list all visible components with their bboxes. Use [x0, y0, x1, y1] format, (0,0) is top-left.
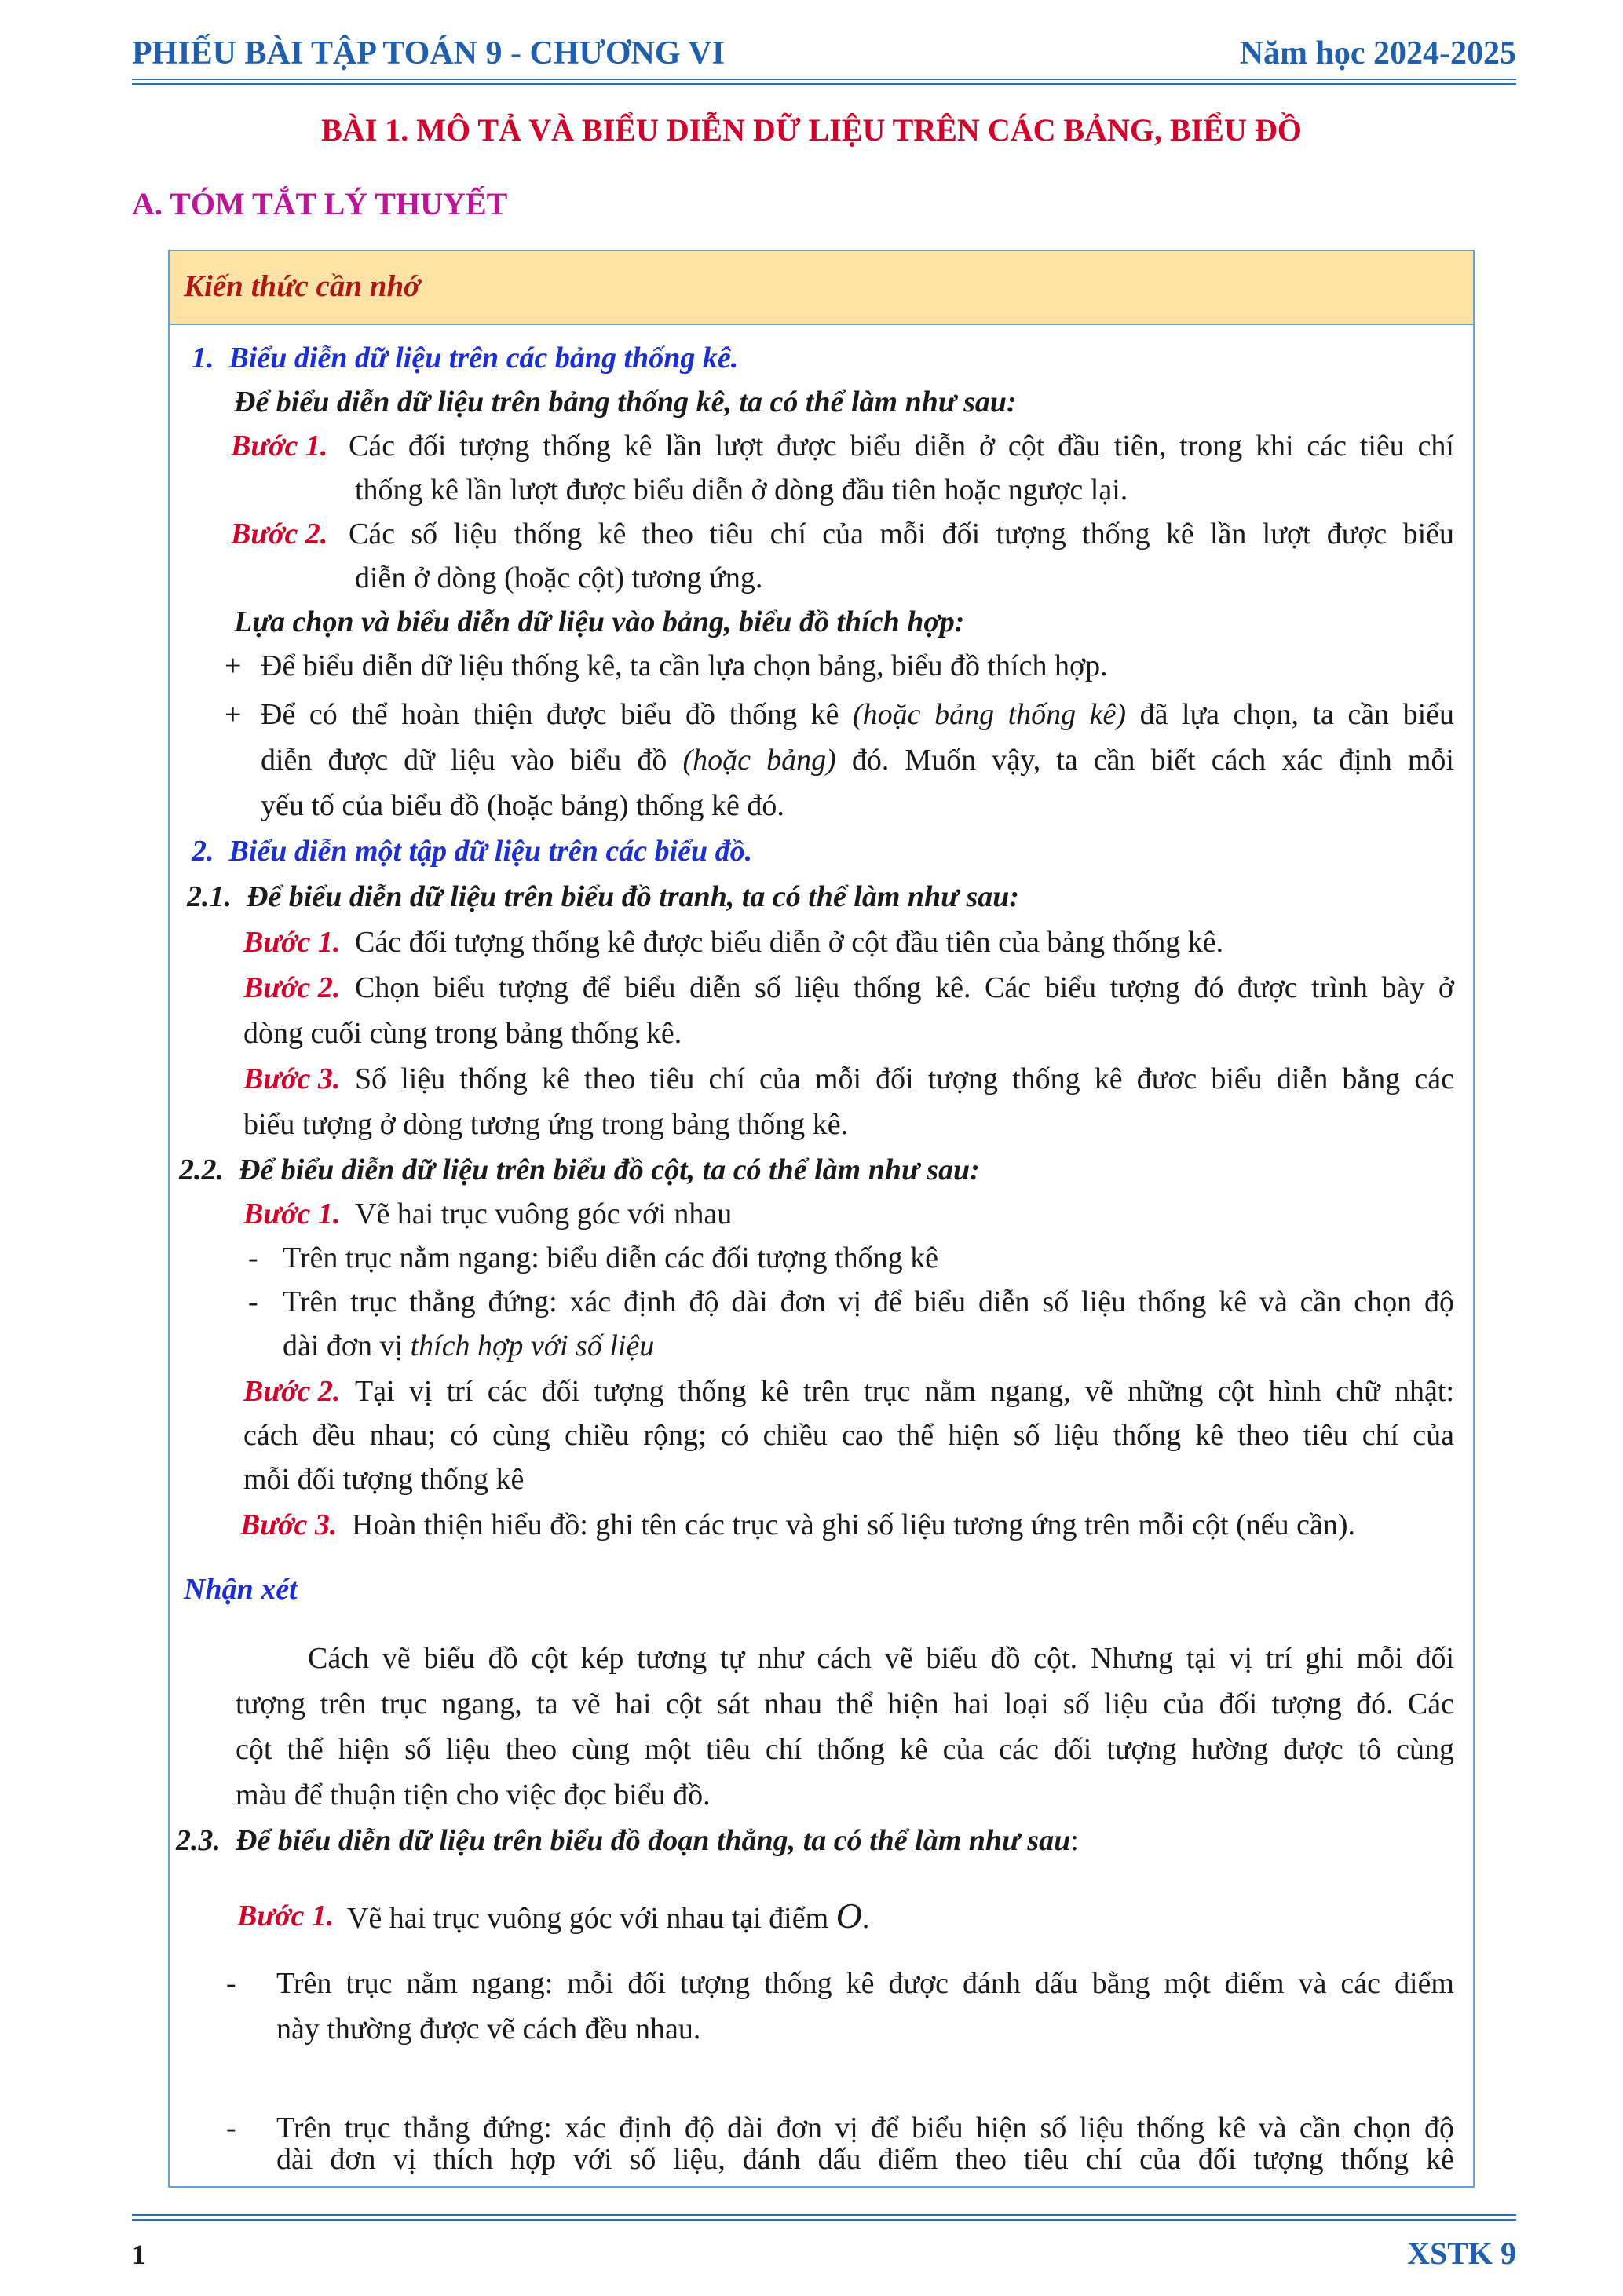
knowledge-box-title: Kiến thức cần nhớ [184, 269, 421, 303]
s22-step2-line1: Tại vị trí các đối tượng thống kê trên trục nằm ngang, vẽ những cột hình chữ nhật: [355, 1375, 1454, 1408]
s21-step3-line2: biểu tượng ở dòng tương ứng trong bảng thống kê. [243, 1108, 849, 1141]
s22-dash-line1: Trên trục nằm ngang: biểu diễn các đối tượng thống kê [283, 1241, 938, 1274]
plus-line-2e: (hoặc bảng) [682, 744, 836, 777]
plus-line-2d: diễn được dữ liệu vào biểu đồ [261, 744, 683, 777]
plus-line-2a: Để có thể hoàn thiện được biểu đồ thống kê [261, 698, 854, 731]
s1-step2-label: Bước 2. [231, 517, 328, 550]
section-1-intro: Để biểu diễn dữ liệu trên bảng thống kê, ta có thể làm như sau: [234, 386, 1017, 419]
s1-step1-label: Bước 1. [231, 430, 328, 462]
s21-step1-text: Các đối tượng thống kê được biểu diễn ở cột đầu tiên của bảng thống kê. [355, 926, 1224, 959]
s22-step2-label: Bước 2. [243, 1375, 341, 1408]
s23-step1-end: . [861, 1902, 870, 1935]
s21-step2-line2: dòng cuối cùng trong bảng thống kê. [243, 1017, 682, 1050]
s23-step1-text [347, 1894, 869, 1940]
s1-step1-line1: Các đối tượng thống kê lần lượt được biểu diễn ở cột đầu tiên, trong khi các tiêu chí [349, 430, 1454, 462]
knowledge-box [168, 250, 1475, 2188]
s23-heading-colon: : [1070, 1824, 1079, 1857]
footer-label: XSTK 9 [1407, 2236, 1516, 2271]
subsection-2-3-heading [176, 1819, 1079, 1863]
remark-line4: màu để thuận tiện cho việc đọc biểu đồ. [236, 1779, 711, 1812]
remark-line2: tượng trên trục ngang, ta vẽ hai cột sát nhau thể hiện hai loại số liệu của đối tượng đó. Các [236, 1687, 1454, 1720]
s22-step1-label: Bước 1. [243, 1197, 341, 1230]
header-rule [132, 79, 1516, 85]
subsection-2-1-heading: 2.1. Để biểu diễn dữ liệu trên biểu đồ tranh, ta có thể làm như sau: [187, 880, 1020, 913]
s1-step2-line1: Các số liệu thống kê theo tiêu chí của mỗi đối tượng thống kê lần lượt được biểu [349, 517, 1454, 550]
remark-title: Nhận xét [184, 1573, 298, 1606]
plus-line-2-end: yếu tố của biểu đồ (hoặc bảng) thống kê đó. [261, 789, 784, 822]
s23-dash-b-line1: Trên trục thẳng đứng: xác định độ dài đơn vị để biểu hiện số liệu thống kê và cần chọn độ [276, 2111, 1454, 2144]
s22-dash-line2c: thích hợp với số liệu [410, 1329, 655, 1362]
s21-step2-line1: Chọn biểu tượng để biểu diễn số liệu thống kê. Các biểu tượng đó được trình bày ở [355, 971, 1454, 1004]
plus-line-2-cont [261, 738, 1454, 782]
plus-bullet-2: + [225, 698, 242, 731]
section-1-heading: 1. Biểu diễn dữ liệu trên các bảng thống kê. [192, 342, 739, 375]
section-2-heading: 2. Biểu diễn một tập dữ liệu trên các biểu đồ. [192, 835, 753, 868]
s23-dash-a-line2: này thường được vẽ cách đều nhau. [276, 2013, 701, 2046]
s23-step1-main: Vẽ hai trục vuông góc với nhau tại điểm [347, 1902, 836, 1935]
plus-line-2 [261, 693, 1454, 737]
s22-step3-label: Bước 3. [240, 1508, 338, 1541]
s22-step3-text: Hoàn thiện hiểu đồ: ghi tên các trục và ghi số liệu tương ứng trên mỗi cột (nếu cần). [352, 1508, 1355, 1541]
dash-2: - [248, 1285, 258, 1318]
plus-bullet-1: + [225, 649, 242, 682]
s21-step3-line1: Số liệu thống kê theo tiêu chí của mỗi đối tượng thống kê đươc biểu diễn bằng các [355, 1062, 1454, 1095]
dash-3: - [226, 1967, 236, 2000]
plus-line-2f: đó. Muốn vậy, ta cần biết cách xác định mỗi [835, 744, 1454, 777]
plus-line-2c: đã lựa chọn, ta cần biểu [1126, 698, 1454, 731]
plus-line-2b: (hoặc bảng thống kê) [853, 698, 1127, 731]
s1-step1-line2: thống kê lần lượt được biểu diễn ở dòng đầu tiên hoặc ngược lại. [355, 473, 1128, 506]
s21-step1-label: Bước 1. [243, 926, 341, 959]
s23-step1-label: Bước 1. [237, 1899, 334, 1932]
s22-dash-line2-cont [283, 1324, 654, 1368]
s22-step2-line2: cách đều nhau; có cùng chiều rộng; có chiều cao thể hiện số liệu thống kê theo tiêu chí của [243, 1419, 1454, 1452]
s21-step3-label: Bước 3. [243, 1062, 341, 1095]
s22-dash-line2b: dài đơn vị [283, 1329, 411, 1362]
section-title: A. TÓM TẮT LÝ THUYẾT [132, 186, 508, 221]
s1-step2-line2: diễn ở dòng (hoặc cột) tương ứng. [355, 561, 763, 594]
s22-dash-line2: Trên trục thẳng đứng: xác định độ dài đơn vị để biểu diễn số liệu thống kê và cần chọn độ [283, 1285, 1454, 1318]
point-o: O [835, 1896, 862, 1936]
s23-heading-text: 2.3. Để biểu diễn dữ liệu trên biểu đồ đoạn thẳng, ta có thể làm như sau [176, 1824, 1071, 1857]
remark-line3: cột thể hiện số liệu theo cùng một tiêu chí thống kê của các đối tượng hường được tô cùng [236, 1733, 1454, 1766]
page-header [132, 35, 1516, 82]
s21-step2-label: Bước 2. [243, 971, 341, 1004]
dash-4: - [226, 2111, 236, 2144]
subsection-2-2-heading: 2.2. Để biểu diễn dữ liệu trên biểu đồ cột, ta có thể làm như sau: [179, 1153, 980, 1186]
dash-1: - [248, 1241, 258, 1274]
plus-line-1: Để biểu diễn dữ liệu thống kê, ta cần lựa chọn bảng, biểu đồ thích hợp. [261, 649, 1108, 682]
knowledge-box-header [170, 251, 1473, 325]
lesson-title: BÀI 1. MÔ TẢ VÀ BIỂU DIỄN DỮ LIỆU TRÊN CÁC BẢNG, BIỂU ĐỒ [321, 112, 1302, 148]
header-title: PHIẾU BÀI TẬP TOÁN 9 - CHƯƠNG VI [132, 35, 725, 71]
page-number: 1 [132, 2239, 146, 2270]
s23-dash-b-line2: dài đơn vị thích hợp với số liệu, đánh dấu điểm theo tiêu chí của đối tượng thống kê [276, 2143, 1454, 2176]
s23-dash-a-line1: Trên trục nằm ngang: mỗi đối tượng thống kê được đánh dấu bằng một điểm và các điểm [276, 1967, 1454, 2000]
s22-step2-line3: mỗi đối tượng thống kê [243, 1463, 525, 1496]
select-heading: Lựa chọn và biểu diễn dữ liệu vào bảng, biểu đồ thích hợp: [234, 605, 965, 638]
remark-line1: Cách vẽ biểu đồ cột kép tương tự như cách vẽ biểu đồ cột. Nhưng tại vị trí ghi mỗi đối [308, 1642, 1454, 1675]
footer-rule [132, 2214, 1516, 2221]
header-school-year: Năm học 2024-2025 [1239, 35, 1516, 71]
s22-step1-text: Vẽ hai trục vuông góc với nhau [355, 1197, 733, 1230]
